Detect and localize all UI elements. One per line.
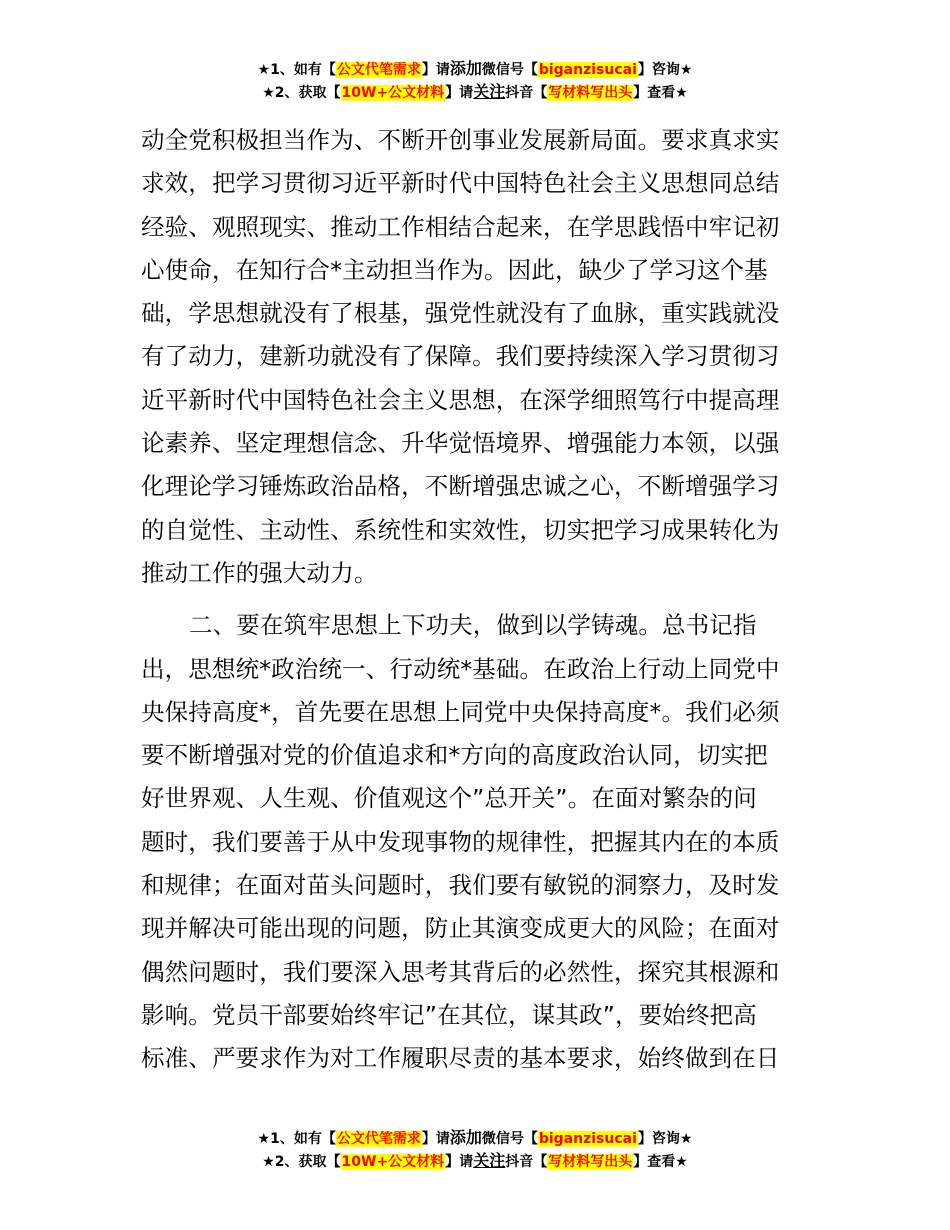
text-line: 央保持高度*，首先要在思想上同党中央保持高度*。我们必须 <box>141 697 780 726</box>
text-line: 础，学思想就没有了根基，强党性就没有了血脉，重实践就没 <box>141 299 780 328</box>
text-line: 出，思想统*政治统一、行动统*基础。在政治上行动上同党中 <box>141 654 780 683</box>
document-body <box>141 119 816 1081</box>
text-line: 偶然问题时，我们要深入思考其背后的必然性，探究其根源和 <box>141 957 780 986</box>
banner-text: 】请 <box>421 1131 450 1147</box>
banner-text: 抖音【 <box>505 1154 548 1170</box>
banner-text: 】查看★ <box>633 85 688 101</box>
text-line: 标准、严要求作为对工作履职尽责的基本要求，始终做到在日 <box>141 1044 780 1073</box>
banner-highlight: 10W+公文材料 <box>341 1154 445 1170</box>
banner-text: 微信号【 <box>481 62 538 78</box>
text-line: 论素养、坚定理想信念、升华觉悟境界、增强能力本领，以强 <box>141 429 780 458</box>
text-line: 心使命，在知行合*主动担当作为。因此，缺少了学习这个基 <box>141 255 768 284</box>
banner-text: ★1、如有【 <box>257 1131 336 1147</box>
banner-text: 关注 <box>473 1151 506 1170</box>
text-line: 的自觉性、主动性、系统性和实效性，切实把学习成果转化为 <box>141 515 780 544</box>
text-line: 推动工作的强大动力。 <box>141 558 378 587</box>
text-line: 好世界观、人生观、价值观这个”总开关”。在面对繁杂的问 <box>141 784 757 813</box>
text-line: 现并解决可能出现的问题，防止其演变成更大的风险；在面对 <box>141 914 780 943</box>
banner-text: 】请 <box>421 62 450 78</box>
paragraph <box>141 604 816 1080</box>
text-line: 化理论学习锤炼政治品格，不断增强忠诚之心，不断增强学习 <box>141 472 780 501</box>
text-line: 动全党积极担当作为、不断开创事业发展新局面。要求真求实 <box>141 126 780 154</box>
text-line: 求效，把学习贯彻习近平新时代中国特色社会主义思想同总结 <box>141 169 780 198</box>
banner-highlight: biganzisucai <box>538 1131 637 1147</box>
text-line: 影响。党员干部要始终牢记”在其位，谋其政”，要始终把高 <box>141 1000 757 1029</box>
text-line: 近平新时代中国特色社会主义思想，在深学细照笃行中提高理 <box>141 385 780 414</box>
banner-text: 添加 <box>449 59 482 78</box>
banner-text: ★2、获取【 <box>262 1154 341 1170</box>
footer-banner <box>0 1127 950 1173</box>
text-line: 有了动力，建新功就没有了保障。我们要持续深入学习贯彻习 <box>141 342 780 371</box>
text-line: 要不断增强对党的价值追求和*方向的高度政治认同，切实把 <box>141 741 768 770</box>
banner-text: 】请 <box>445 85 474 101</box>
banner-line-1 <box>0 1127 950 1150</box>
banner-text: 】咨询★ <box>637 1131 693 1147</box>
banner-highlight: 公文代笔需求 <box>336 62 421 78</box>
header-banner <box>0 58 950 104</box>
text-line: 二、要在筑牢思想上下功夫，做到以学铸魂。总书记指 <box>189 611 757 640</box>
banner-highlight: 10W+公文材料 <box>341 85 445 101</box>
banner-text: 关注 <box>473 82 506 101</box>
banner-text: 】查看★ <box>633 1154 688 1170</box>
banner-text: 】请 <box>445 1154 474 1170</box>
banner-text: 】咨询★ <box>637 62 693 78</box>
banner-line-2 <box>0 81 950 104</box>
banner-text: ★1、如有【 <box>257 62 336 78</box>
banner-highlight: biganzisucai <box>538 62 637 78</box>
banner-highlight: 公文代笔需求 <box>336 1131 421 1147</box>
paragraph <box>141 119 816 595</box>
text-line: 和规律；在面对苗头问题时，我们要有敏锐的洞察力，及时发 <box>141 871 780 900</box>
banner-text: 微信号【 <box>481 1131 538 1147</box>
banner-text: ★2、获取【 <box>262 85 341 101</box>
banner-line-2 <box>0 1150 950 1173</box>
banner-line-1 <box>0 58 950 81</box>
text-line: 题时，我们要善于从中发现事物的规律性，把握其内在的本质 <box>141 827 780 856</box>
banner-text: 添加 <box>449 1128 482 1147</box>
banner-text: 抖音【 <box>505 85 548 101</box>
banner-highlight: 写材料写出头 <box>548 1154 633 1170</box>
banner-highlight: 写材料写出头 <box>548 85 633 101</box>
text-line: 经验、观照现实、推动工作相结合起来，在学思践悟中牢记初 <box>141 212 780 241</box>
